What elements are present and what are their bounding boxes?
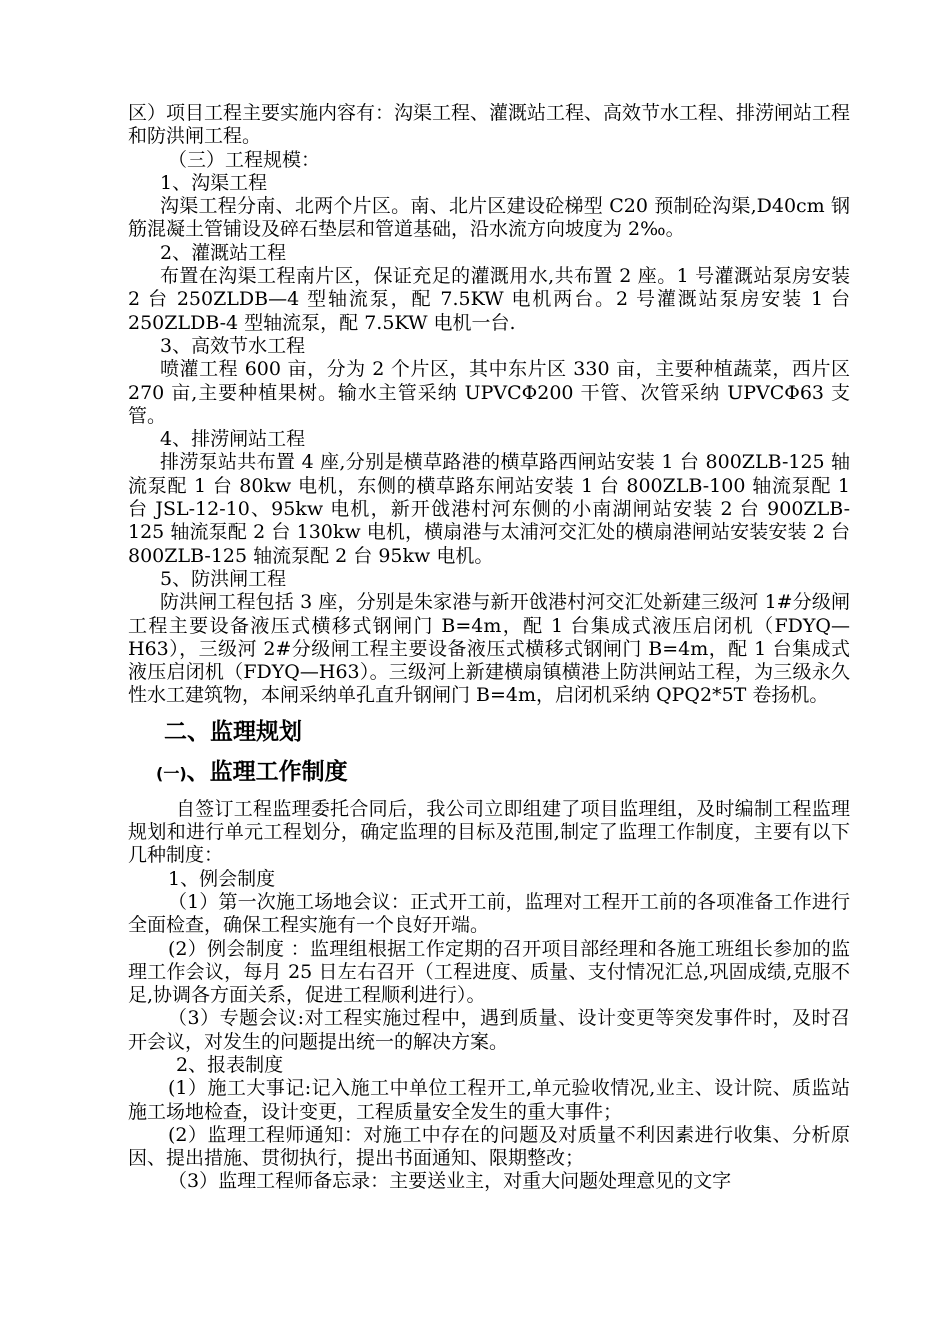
section-heading: 二、监理规划 <box>164 718 302 745</box>
paragraph: 喷灌工程 600 亩，分为 2 个片区，其中东片区 330 亩，主要种植蔬菜，西片区 270 亩,主要种植果树。输水主管采纳 UPVCΦ200 干管、次管采纳 UPVCΦ63 支管。 <box>128 358 850 427</box>
item-heading: 1、沟渠工程 <box>160 171 268 194</box>
paragraph: 区）项目工程主要实施内容有：沟渠工程、灌溉站工程、高效节水工程、排涝闸站工程和防洪闸工程。 <box>128 102 851 148</box>
paragraph: 防洪闸工程包括 3 座，分别是朱家港与新开戗港村河交汇处新建三级河 1#分级闸工程主要设备液压式横移式钢闸门 B=4m，配 1 台集成式液压启闭机（FDYQ—H63），三级河 2#分级闸工程主要设备液压式横移式钢闸门 B=4m，配 1 台集成式液压启闭机（FDYQ—H63）。三级河上新建横扇镇横港上防洪闸站工程，为三级永久性水工建筑物，本闸采纳单孔直升钢闸门 B=4m，启闭机采纳 QPQ2*5T 卷扬机。 <box>128 591 850 707</box>
paragraph: (1）施工大事记:记入施工中单位工程开工,单元验收情况,业主、设计院、质监站施工场地检查，设计变更，工程质量安全发生的重大事件； <box>128 1077 850 1123</box>
item-heading: 5、防洪闸工程 <box>160 567 287 590</box>
section-subtitle: （三）工程规模： <box>168 148 321 171</box>
paragraph: （3）专题会议:对工程实施过程中，遇到质量、设计变更等突发事件时，及时召开会议，对发生的问题提出统一的解决方案。 <box>128 1007 850 1053</box>
paragraph: 自签订工程监理委托合同后，我公司立即组建了项目监理组，及时编制工程监理规划和进行单元工程划分，确定监理的目标及范围,制定了监理工作制度，主要有以下几种制度： <box>128 797 850 867</box>
item-heading: 2、报表制度 <box>176 1053 284 1076</box>
paragraph: （1）第一次施工场地会议：正式开工前，监理对工程开工前的各项准备工作进行全面检查，确保工程实施有一个良好开端。 <box>128 890 850 937</box>
paragraph: 排涝泵站共布置 4 座,分别是横草路港的横草路西闸站安装 1 台 800ZLB-125 轴流泵配 1 台 80kw 电机，东侧的横草路东闸站安装 1 台 800ZLB-100 轴流泵配 1 台 JSL-12-10、95kw 电机，新开戗港村河东侧的小南湖闸站安装 2 台 900ZLB-125 轴流泵配 2 台 130kw 电机，横扇港与太浦河交汇处的横扇港闸站安装安装 2 台 800ZLB-125 轴流泵配 2 台 95kw 电机。 <box>128 451 850 567</box>
paragraph: 沟渠工程分南、北两个片区。南、北片区建设砼梯型 C20 预制砼沟渠,D40cm 钢筋混凝土管铺设及碎石垫层和管道基础，沿水流方向坡度为 2‰。 <box>128 195 850 241</box>
subsection-title: 、监理工作制度 <box>186 758 348 785</box>
item-heading: 1、例会制度 <box>168 867 276 890</box>
item-heading: 3、高效节水工程 <box>160 334 306 357</box>
item-heading: 4、排涝闸站工程 <box>160 428 306 451</box>
document-body <box>128 102 850 1194</box>
paragraph: (2）例会制度 ：监理组根据工作定期的召开项目部经理和各施工班组长参加的监理工作会议，每月 25 日左右召开（工程进度、质量、支付情况汇总,巩固成绩,克服不足,协调各方面关系，促进工程顺利进行）。 <box>128 937 850 1007</box>
paragraph: 布置在沟渠工程南片区，保证充足的灌溉用水,共布置 2 座。1 号灌溉站泵房安装 2 台 250ZLDB—4 型轴流泵，配 7.5KW 电机两台。2 号灌溉站泵房安装 1 台 250ZLDB-4 型轴流泵，配 7.5KW 电机一台. <box>128 265 850 334</box>
paragraph: (2）监理工程师通知：对施工中存在的问题及对质量不利因素进行收集、分析原因、提出措施、贯彻执行，提出书面通知、限期整改； <box>128 1123 850 1170</box>
subsection-number: (一) <box>156 763 187 783</box>
subsection-heading <box>128 758 850 788</box>
paragraph: （3）监理工程师备忘录：主要送业主，对重大问题处理意见的文字 <box>168 1170 732 1193</box>
item-heading: 2、灌溉站工程 <box>160 241 287 264</box>
